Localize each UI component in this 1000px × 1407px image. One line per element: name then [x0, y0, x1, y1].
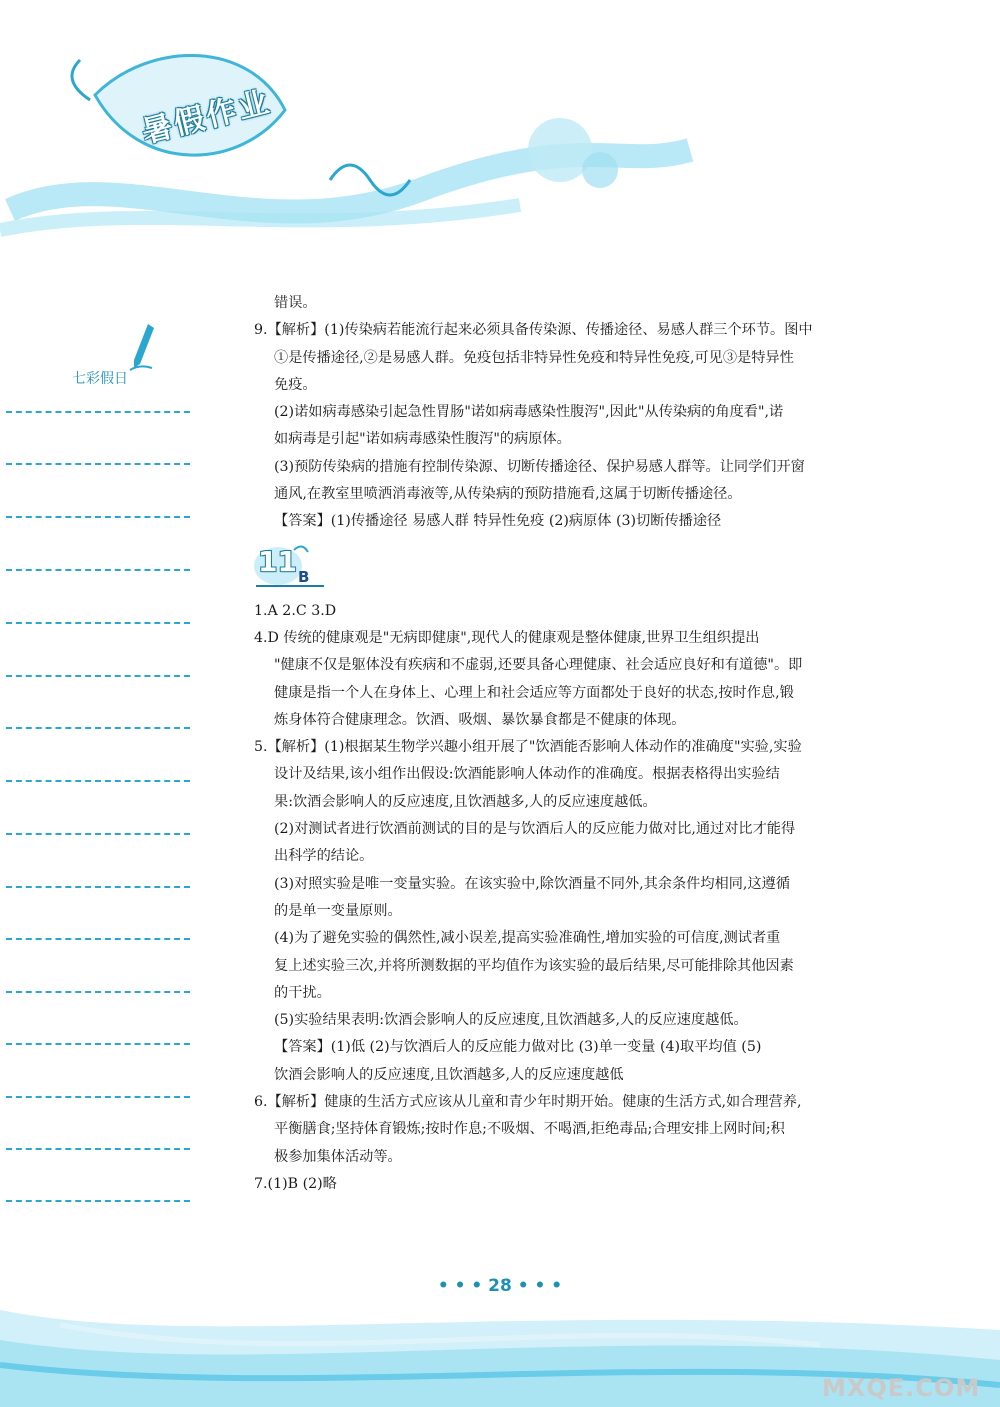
- text-line: 7.(1)B (2)略: [254, 1175, 337, 1192]
- text-line: 果:饮酒会影响人的反应速度,且饮酒越多,人的反应速度越低。: [274, 793, 657, 810]
- answer-line: 【答案】(1)低 (2)与饮酒后人的反应能力做对比 (3)单一变量 (4)取平均值 (5): [274, 1039, 762, 1056]
- header-title: 暑假作业: [138, 84, 276, 151]
- note-line: [6, 622, 190, 624]
- note-line: [6, 780, 190, 782]
- section-letter: B: [298, 567, 310, 586]
- watermark: MXQE.COM: [822, 1374, 981, 1402]
- text-line: (3)对照实验是唯一变量实验。在该实验中,除饮酒量不同外,其余条件均相同,这遵循: [274, 875, 791, 892]
- note-line: [6, 463, 190, 465]
- text-line: 平衡膳食;坚持体育锻炼;按时作息;不吸烟、不喝酒,拒绝毒品;合理安排上网时间;积: [274, 1121, 785, 1138]
- note-line: [6, 1148, 190, 1150]
- text-line: 的干扰。: [274, 984, 331, 1001]
- text-line: 出科学的结论。: [274, 848, 374, 865]
- answer-line: 饮酒会影响人的反应速度,且饮酒越多,人的反应速度越低: [274, 1066, 624, 1083]
- text-line: 9.【解析】(1)传染病若能流行起来必须具备传染源、传播途径、易感人群三个环节。图中: [254, 322, 813, 339]
- text-line: 设计及结果,该小组作出假设:饮酒能影响人体动作的准确度。根据表格得出实验结: [274, 766, 780, 783]
- note-line: [6, 516, 190, 518]
- answer-line: 【答案】(1)传播途径 易感人群 特异性免疫 (2)病原体 (3)切断传播途径: [274, 513, 722, 530]
- section-badge: [254, 542, 894, 596]
- pen-icon: [128, 322, 158, 372]
- text-line: ①是传播途径,②是易感人群。免疫包括非特异性免疫和特异性免疫,可见③是特异性: [274, 349, 794, 366]
- answer-content: [254, 290, 894, 1198]
- section-number: 11: [258, 544, 297, 578]
- note-line: [6, 569, 190, 571]
- text-line: 炼身体符合健康理念。饮酒、吸烟、暴饮暴食都是不健康的体现。: [274, 711, 686, 728]
- note-line: [6, 833, 190, 835]
- note-line: [6, 675, 190, 677]
- note-line: [6, 411, 190, 413]
- text-line: 错误。: [274, 295, 317, 311]
- text-line: 复上述实验三次,并将所测数据的平均值作为该实验的最后结果,尽可能排除其他因素: [274, 957, 794, 974]
- note-line: [6, 1200, 190, 1202]
- text-line: 通风,在教室里喷洒消毒液等,从传染病的预防措施看,这属于切断传播途径。: [274, 486, 742, 503]
- text-line: (5)实验结果表明:饮酒会影响人的反应速度,且饮酒越多,人的反应速度越低。: [274, 1012, 748, 1029]
- text-line: 健康是指一个人在身体上、心理上和社会适应等方面都处于良好的状态,按时作息,锻: [274, 684, 794, 701]
- note-line: [6, 991, 190, 993]
- sidebar-label: 七彩假日: [72, 371, 128, 387]
- note-line: [6, 886, 190, 888]
- text-line: 免疫。: [274, 376, 317, 393]
- text-line: "健康不仅是躯体没有疾病和不虚弱,还要具备心理健康、社会适应良好和有道德"。即: [274, 657, 803, 674]
- text-line: 5.【解析】(1)根据某生物学兴趣小组开展了"饮酒能否影响人体动作的准确度"实验,实验: [254, 739, 802, 756]
- text-line: 极参加集体活动等。: [274, 1148, 402, 1165]
- text-line: (2)对测试者进行饮酒前测试的目的是与饮酒后人的反应能力做对比,通过对比才能得: [274, 821, 796, 838]
- text-line: 1.A 2.C 3.D: [254, 602, 337, 619]
- note-line: [6, 1043, 190, 1045]
- text-line: 如病毒是引起"诺如病毒感染性腹泻"的病原体。: [274, 431, 571, 448]
- note-line: [6, 1096, 190, 1098]
- page-number: • • • 28 • • •: [437, 1276, 563, 1296]
- text-line: 的是单一变量原则。: [274, 902, 402, 919]
- text-line: (4)为了避免实验的偶然性,减小误差,提高实验准确性,增加实验的可信度,测试者重: [274, 930, 781, 947]
- note-line: [6, 938, 190, 940]
- note-line: [6, 727, 190, 729]
- text-line: (2)诺如病毒感染引起急性胃肠"诺如病毒感染性腹泻",因此"从传染病的角度看",诺: [274, 404, 784, 421]
- text-line: 4.D 传统的健康观是"无病即健康",现代人的健康观是整体健康,世界卫生组织提出: [254, 629, 760, 646]
- header-decoration: [0, 0, 700, 260]
- text-line: 6.【解析】健康的生活方式应该从儿童和青少年时期开始。健康的生活方式,如合理营养,: [254, 1094, 802, 1111]
- text-line: (3)预防传染病的措施有控制传染源、切断传播途径、保护易感人群等。让同学们开窗: [274, 458, 805, 475]
